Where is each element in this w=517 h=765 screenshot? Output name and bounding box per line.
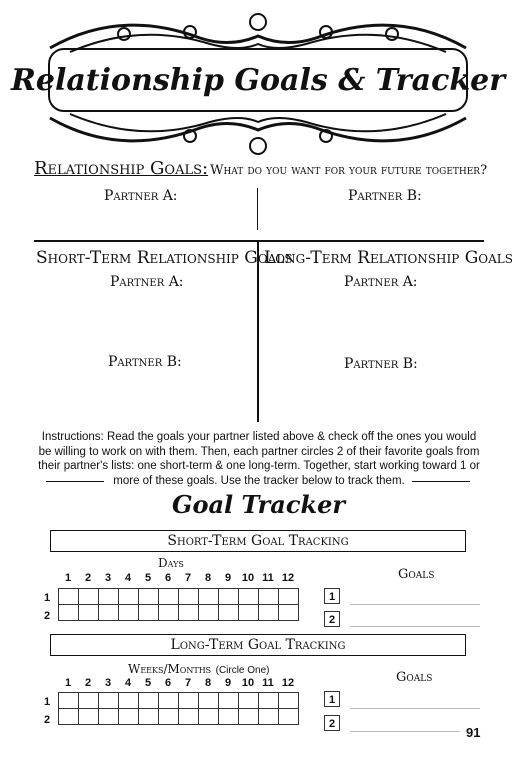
column-number: 1: [64, 572, 72, 584]
tracker-cell[interactable]: [219, 693, 239, 709]
tracker-cell[interactable]: [159, 589, 179, 605]
section-question: What do you want for your future together?: [210, 163, 488, 178]
tracker-cell[interactable]: [119, 709, 139, 725]
long-partner-a: Partner A:: [344, 274, 418, 290]
column-number: 9: [224, 677, 232, 689]
column-number: 6: [164, 677, 172, 689]
tracker-cell[interactable]: [279, 693, 299, 709]
instructions-left-rule: [46, 481, 104, 482]
column-number: 7: [184, 572, 192, 584]
tracker-cell[interactable]: [99, 605, 119, 621]
long-goal-box-2: 2: [324, 715, 340, 731]
long-row-2-label: 2: [44, 714, 51, 726]
tracker-cell[interactable]: [239, 709, 259, 725]
tracker-cell[interactable]: [139, 709, 159, 725]
tracker-cell[interactable]: [219, 605, 239, 621]
column-number: 2: [84, 572, 92, 584]
days-label: Days: [158, 556, 184, 570]
long-term-grid[interactable]: [58, 692, 299, 725]
weeks-months-label: Weeks/Months: [128, 662, 212, 676]
tracker-cell[interactable]: [159, 709, 179, 725]
long-term-tracking-header: [50, 634, 466, 656]
tracker-cell[interactable]: [199, 709, 219, 725]
tracker-cell[interactable]: [179, 589, 199, 605]
short-term-grid[interactable]: [58, 588, 299, 621]
column-number: 10: [241, 572, 255, 584]
short-goal-line-2[interactable]: [350, 626, 480, 627]
tracker-cell[interactable]: [59, 605, 79, 621]
goal-tracker-title: Goal Tracker: [172, 490, 345, 519]
long-column-numbers: [58, 677, 298, 689]
tracker-cell[interactable]: [59, 589, 79, 605]
short-term-heading: Short-Term Relationship Goals: [36, 248, 293, 268]
short-row-1-label: 1: [44, 592, 51, 604]
column-number: 11: [262, 572, 274, 584]
short-term-tracking-label: Short-Term Goal Tracking: [167, 533, 349, 549]
column-number: 4: [124, 677, 132, 689]
tracker-cell[interactable]: [119, 693, 139, 709]
tracker-cell[interactable]: [199, 605, 219, 621]
short-column-numbers: [58, 572, 298, 584]
short-term-tracking-header: [50, 530, 466, 552]
tracker-cell[interactable]: [59, 693, 79, 709]
tracker-cell[interactable]: [259, 605, 279, 621]
short-goal-line-1[interactable]: [350, 604, 480, 605]
tracker-cell[interactable]: [239, 693, 259, 709]
column-number: 6: [164, 572, 172, 584]
instructions-text: Instructions: Read the goals your partner listed above & check off the ones you would be willing to work on with them. Then, each partner circles 2 of their favorite goals from their partner's lists: one short-term & one long-term. Together, start working toward 1 or more of these goals. Use the tracker below to track them.: [38, 431, 480, 487]
column-number: 1: [64, 677, 72, 689]
section-label: Relationship Goals:: [34, 158, 209, 179]
short-partner-b: Partner B:: [108, 354, 182, 370]
tracker-cell[interactable]: [119, 589, 139, 605]
tracker-cell[interactable]: [79, 693, 99, 709]
tracker-cell[interactable]: [139, 605, 159, 621]
column-number: 8: [204, 572, 212, 584]
tracker-cell[interactable]: [159, 693, 179, 709]
short-goal-box-2: 2: [324, 611, 340, 627]
tracker-cell[interactable]: [279, 709, 299, 725]
tracker-cell[interactable]: [99, 693, 119, 709]
tracker-cell[interactable]: [259, 709, 279, 725]
column-number: 10: [241, 677, 255, 689]
tracker-cell[interactable]: [219, 709, 239, 725]
tracker-cell[interactable]: [99, 589, 119, 605]
column-number: 9: [224, 572, 232, 584]
tracker-cell[interactable]: [79, 589, 99, 605]
column-number: 3: [104, 572, 112, 584]
tracker-cell[interactable]: [99, 709, 119, 725]
relationship-goals-heading: [34, 158, 487, 179]
long-goals-label: Goals: [396, 670, 433, 685]
section1-divider: [257, 188, 258, 230]
column-number: 3: [104, 677, 112, 689]
column-number: 5: [144, 572, 152, 584]
long-partner-b: Partner B:: [344, 356, 418, 372]
tracker-cell[interactable]: [199, 693, 219, 709]
partner-b-label: Partner B:: [348, 188, 422, 204]
goals-table-top-rule: [34, 240, 484, 242]
tracker-cell[interactable]: [259, 589, 279, 605]
tracker-cell[interactable]: [219, 589, 239, 605]
short-goals-label: Goals: [398, 567, 435, 582]
long-goal-box-1: 1: [324, 691, 340, 707]
circle-one-note: (Circle One): [215, 665, 270, 676]
tracker-cell[interactable]: [179, 605, 199, 621]
long-goal-line-1[interactable]: [350, 708, 480, 709]
long-term-tracking-label: Long-Term Goal Tracking: [170, 637, 346, 653]
tracker-cell[interactable]: [139, 693, 159, 709]
short-partner-a: Partner A:: [110, 274, 184, 290]
ornament-bottom: [40, 108, 476, 158]
tracker-cell[interactable]: [239, 589, 259, 605]
long-term-heading: Long-Term Relationship Goals: [264, 248, 513, 268]
column-number: 7: [184, 677, 192, 689]
column-number: 12: [281, 677, 295, 689]
tracker-cell[interactable]: [159, 605, 179, 621]
tracker-cell[interactable]: [279, 589, 299, 605]
tracker-cell[interactable]: [139, 589, 159, 605]
tracker-cell[interactable]: [179, 693, 199, 709]
column-number: 2: [84, 677, 92, 689]
tracker-cell[interactable]: [279, 605, 299, 621]
tracker-cell[interactable]: [119, 605, 139, 621]
column-number: 8: [204, 677, 212, 689]
tracker-cell[interactable]: [199, 589, 219, 605]
short-goal-box-1: 1: [324, 588, 340, 604]
long-row-1-label: 1: [44, 696, 51, 708]
page-title: Relationship Goals & Tracker: [10, 62, 506, 98]
instructions-right-rule: [412, 481, 470, 482]
tracker-cell[interactable]: [239, 605, 259, 621]
column-number: 5: [144, 677, 152, 689]
tracker-cell[interactable]: [179, 709, 199, 725]
tracker-cell[interactable]: [59, 709, 79, 725]
weeks-months-label-group: [128, 660, 270, 678]
page-number: 91: [466, 725, 481, 740]
column-number: 11: [262, 677, 274, 689]
tracker-cell[interactable]: [259, 693, 279, 709]
partner-a-label: Partner A:: [104, 188, 178, 204]
column-number: 12: [281, 572, 295, 584]
short-row-2-label: 2: [44, 610, 51, 622]
title-frame: [10, 48, 506, 112]
column-number: 4: [124, 572, 132, 584]
tracker-cell[interactable]: [79, 605, 99, 621]
tracker-cell[interactable]: [79, 709, 99, 725]
long-goal-line-2[interactable]: [350, 731, 460, 732]
